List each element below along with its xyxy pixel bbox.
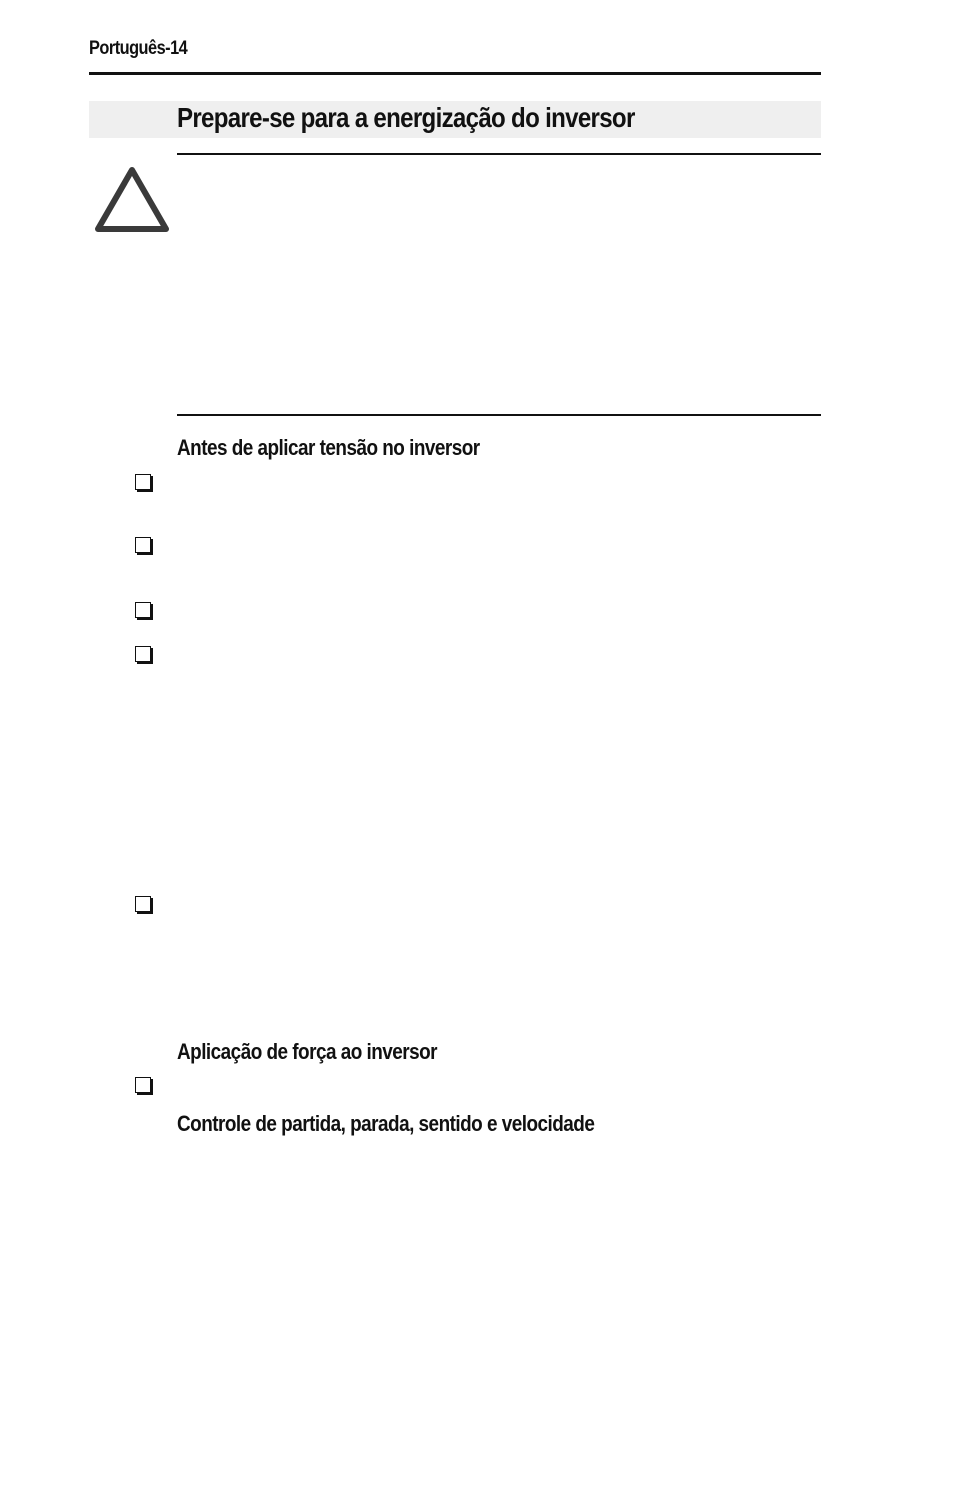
checkbox-icon [135,537,151,553]
subheading-apply-power: Aplicação de força ao inversor [177,1039,438,1064]
warning-triangle-icon [94,164,170,234]
subheading-control: Controle de partida, parada, sentido e velocidade [177,1111,595,1136]
checkbox-icon [135,1077,151,1093]
checkbox-icon [135,602,151,618]
checkbox-icon [135,646,151,662]
warning-rule-top [177,153,821,155]
subheading-before-power: Antes de aplicar tensão no inversor [177,435,480,460]
checkbox-icon [135,474,151,490]
page-label: Português-14 [89,38,188,59]
warning-rule-bottom [177,414,821,416]
section-title: Prepare-se para a energização do inversor [177,102,635,133]
checkbox-icon [135,896,151,912]
header-rule [89,72,821,75]
